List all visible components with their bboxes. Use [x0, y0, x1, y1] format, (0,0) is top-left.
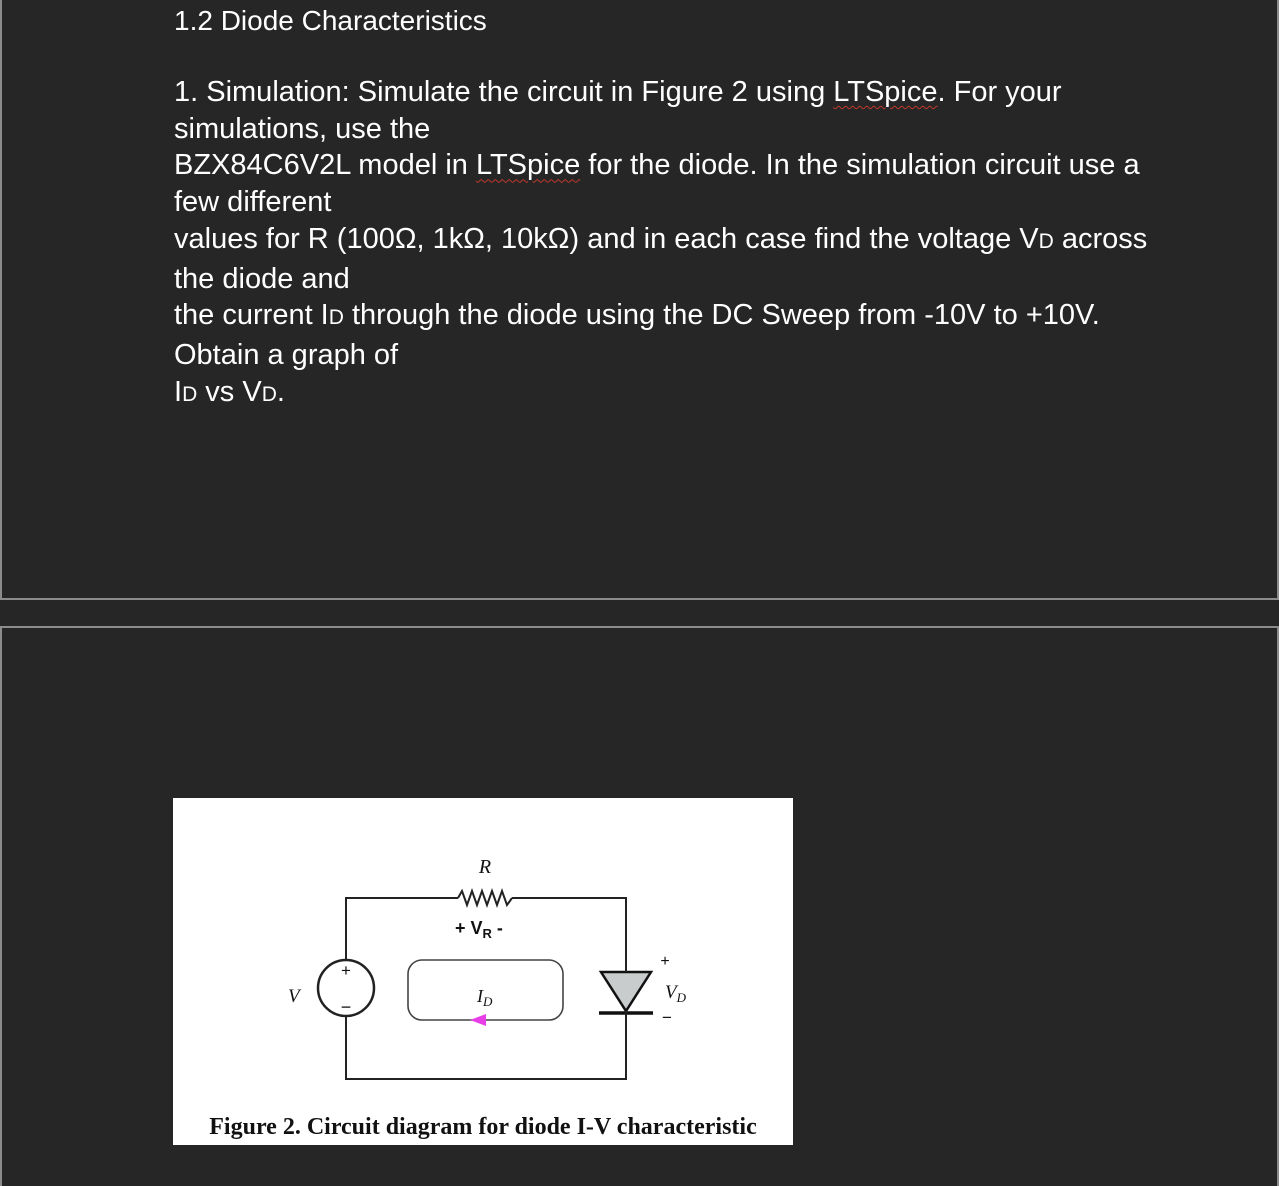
diode-current-label: $I_D$: [477, 986, 493, 1009]
current-direction-arrow: [470, 1014, 486, 1026]
task-line-9: ID vs VD.: [174, 375, 285, 408]
section-heading: 1.2 Diode Characteristics: [174, 5, 487, 36]
diode-symbol: [601, 972, 651, 1011]
source-minus-label: −: [340, 997, 352, 1017]
spellcheck-word[interactable]: LTSpice: [475, 149, 581, 182]
task-line-3: BZX84C6V2L model in LTSpice for the diode. In the simulation circuit use a: [174, 149, 1140, 182]
diode-plus-label: +: [660, 953, 670, 970]
circuit-wire: [512, 898, 626, 960]
circuit-diagram: [173, 798, 793, 1145]
task-line-5: values for R (100Ω, 1kΩ, 10kΩ) and in each case find the voltage VD across: [174, 222, 1148, 255]
source-plus-label: +: [341, 961, 351, 980]
diode-minus-label: −: [662, 1008, 672, 1027]
resistor-voltage-label: + $V_R$ -: [455, 918, 503, 941]
task-line-8: Obtain a graph of: [174, 338, 399, 371]
circuit-wire: [346, 1017, 626, 1079]
source-voltage-label: V: [288, 986, 300, 1007]
task-line-1: 1. Simulation: Simulate the circuit in Figure 2 using LTSpice. For your: [174, 76, 1062, 108]
circuit-figure: [173, 798, 793, 1145]
current-loop: [408, 960, 563, 1020]
circuit-wire: [346, 898, 458, 960]
task-description: [174, 74, 1264, 413]
figure-caption: Figure 2. Circuit diagram for diode I-V characteristic: [209, 1114, 757, 1140]
diode-voltage-label: $V_D$: [665, 982, 686, 1005]
task-line-4: few different: [174, 186, 332, 219]
resistor-label: R: [478, 856, 492, 878]
task-line-2: simulations, use the: [174, 112, 431, 145]
task-line-6: the diode and: [174, 262, 350, 295]
spellcheck-word[interactable]: LTSpice: [833, 76, 938, 108]
task-line-7: the current ID through the diode using the DC Sweep from -10V to +10V.: [174, 299, 1100, 332]
resistor-symbol: [458, 891, 512, 905]
